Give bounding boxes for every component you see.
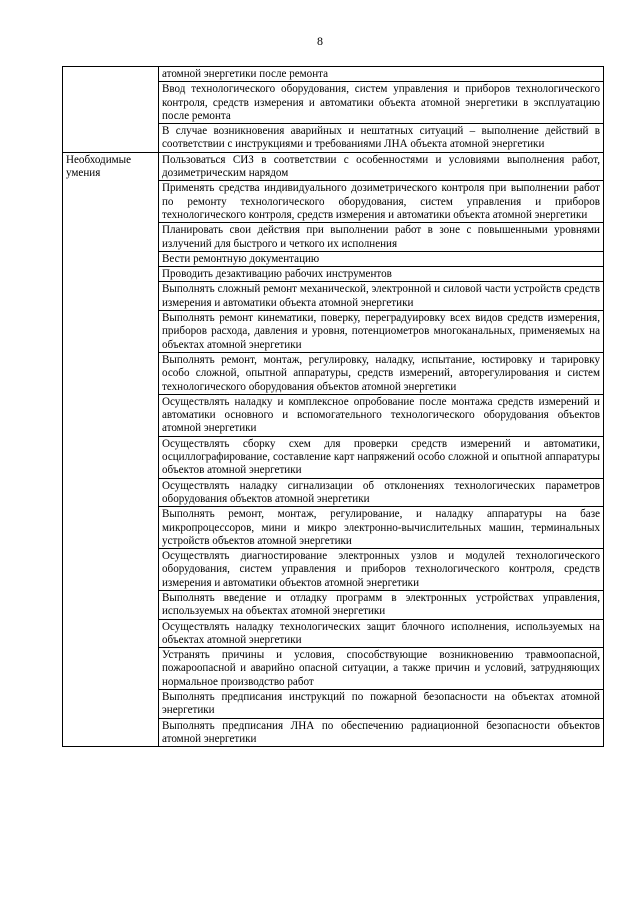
skill-item: Осуществлять наладку технологических защит блочного исполнения, используемых на объектах атомной энергетики	[159, 619, 604, 648]
skill-item: Осуществлять наладку и комплексное опробование после монтажа средств измерений и автоматики основного и вспомогательного технологического оборудования объектов атомной энергетики	[159, 394, 604, 436]
prev-section-label-cell	[63, 67, 159, 153]
skills-label: Необходимые умения	[63, 152, 159, 746]
continuation-cell: атомной энергетики после ремонта	[159, 67, 604, 82]
requirements-table	[62, 66, 604, 747]
skill-item: Устранять причины и условия, способствующие возникновению травмоопасной, пожароопасной и аварийно опасной ситуации, а также причин и условий, затрудняющих нормальное производство работ	[159, 648, 604, 690]
skill-item: Выполнять ремонт кинематики, поверку, переградуировку всех видов средств измерения, приборов расхода, давления и уровня, потенциометров многоканальных, применяемых на объектах атомной энергетики	[159, 311, 604, 353]
skill-item: Осуществлять сборку схем для проверки средств измерений и автоматики, осциллографирование, составление карт напряжений особо сложной и опытной аппаратуры объектов атомной энергетики	[159, 436, 604, 478]
skill-item: Выполнять ремонт, монтаж, регулировку, наладку, испытание, юстировку и тарировку особо сложной, опытной аппаратуры, средств измерений, авторегулирования и систем технологического оборудования объектов атомной энергетики	[159, 352, 604, 394]
table-row	[63, 67, 604, 82]
continuation-cell: В случае возникновения аварийных и нештатных ситуаций – выполнение действий в соответствии с инструкциями и требованиями ЛНА объекта атомной энергетики	[159, 124, 604, 153]
skill-item: Выполнять предписания инструкций по пожарной безопасности на объектах атомной энергетики	[159, 690, 604, 719]
skill-item: Применять средства индивидуального дозиметрического контроля при выполнении работ по ремонту технологического оборудования, систем управления и приборов технологического контроля, средств измерения и автоматики объекта атомной энергетики	[159, 181, 604, 223]
page-number: 8	[317, 34, 323, 48]
skill-item: Проводить дезактивацию рабочих инструментов	[159, 267, 604, 282]
skill-item: Планировать свои действия при выполнении работ в зоне с повышенными уровнями излучений для быстрого и четкого их исполнения	[159, 223, 604, 252]
skill-item: Вести ремонтную документацию	[159, 251, 604, 266]
skill-item: Выполнять предписания ЛНА по обеспечению радиационной безопасности объектов атомной энергетики	[159, 718, 604, 747]
skill-item: Осуществлять наладку сигнализации об отклонениях технологических параметров оборудования объектов атомной энергетики	[159, 478, 604, 507]
skill-item: Выполнять ремонт, монтаж, регулирование, и наладку аппаратуры на базе микропроцессоров, мини и микро электронно-вычислительных машин, терминальных устройств объектов атомной энергетики	[159, 507, 604, 549]
skill-item: Осуществлять диагностирование электронных узлов и модулей технологического оборудования, систем управления и приборов технологического контроля, средств измерения и автоматики объектов атомной энергетики	[159, 549, 604, 591]
table-row	[63, 152, 604, 181]
table-body	[63, 67, 604, 747]
skill-item: Выполнять введение и отладку программ в электронных устройствах управления, используемых на объектах атомной энергетики	[159, 590, 604, 619]
skill-item: Пользоваться СИЗ в соответствии с особенностями и условиями выполнения работ, дозиметрическим нарядом	[159, 152, 604, 181]
skill-item: Выполнять сложный ремонт механической, электронной и силовой части устройств средств измерения и автоматики объекта атомной энергетики	[159, 282, 604, 311]
continuation-cell: Ввод технологического оборудования, систем управления и приборов технологического контроля, средств измерения и автоматики объекта атомной энергетики в эксплуатацию после ремонта	[159, 82, 604, 124]
